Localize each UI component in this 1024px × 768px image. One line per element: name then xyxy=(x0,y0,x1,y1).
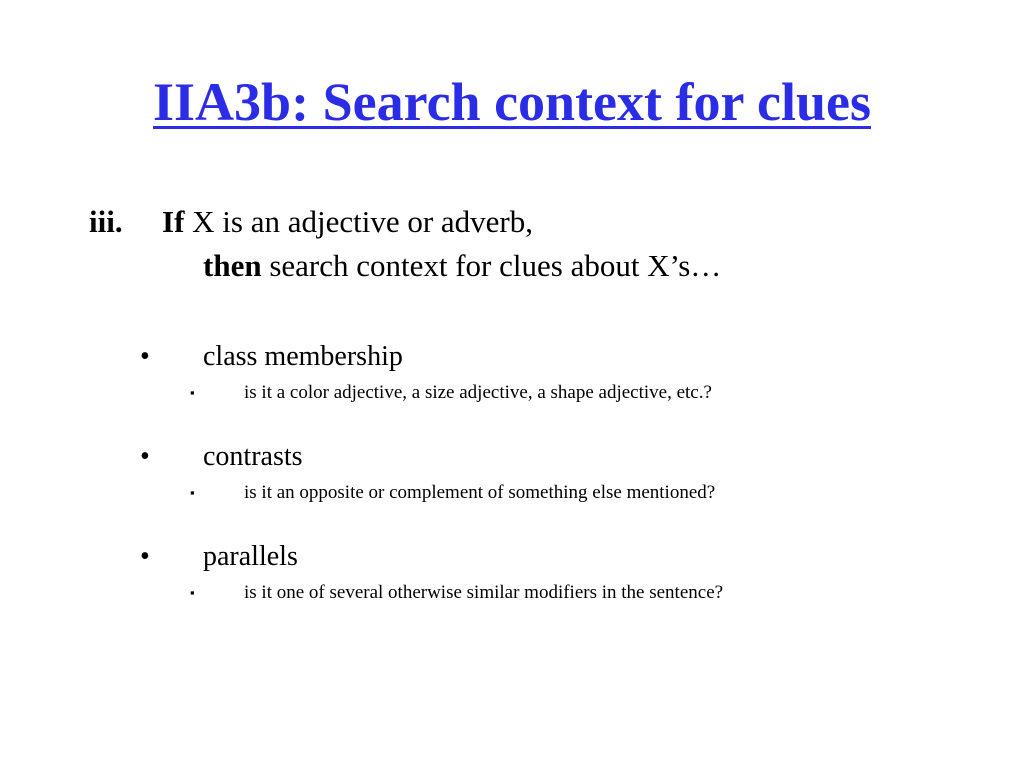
subbullet-contrasts-question: is it an opposite or complement of something else mentioned? xyxy=(244,482,716,503)
bullet-parallels: parallels xyxy=(203,541,298,572)
then-text: search context for clues about X’s… xyxy=(261,248,722,283)
bullet-class-membership: class membership xyxy=(203,341,403,372)
bullet-contrasts: contrasts xyxy=(203,441,303,472)
rule-numeral: iii. xyxy=(89,204,123,239)
if-keyword: If xyxy=(162,204,185,239)
subbullet-marker: ▪ xyxy=(190,485,195,500)
then-keyword: then xyxy=(203,248,262,283)
slide-title-text: IIA3b: Search context for clues xyxy=(153,72,871,132)
subbullet-parallels-question: is it one of several otherwise similar modifiers in the sentence? xyxy=(244,582,724,603)
subbullet-class-membership-question: is it a color adjective, a size adjective, a shape adjective, etc.? xyxy=(244,382,712,403)
rule-then-line xyxy=(203,248,721,284)
subbullet-marker: ▪ xyxy=(190,585,195,600)
bullet-marker: • xyxy=(140,541,150,572)
if-text: X is an adjective or adverb, xyxy=(184,204,534,239)
bullet-marker: • xyxy=(140,441,150,472)
bullet-marker: • xyxy=(140,341,150,372)
subbullet-marker: ▪ xyxy=(190,385,195,400)
slide-title xyxy=(0,70,1024,134)
rule-if-line xyxy=(162,204,533,240)
